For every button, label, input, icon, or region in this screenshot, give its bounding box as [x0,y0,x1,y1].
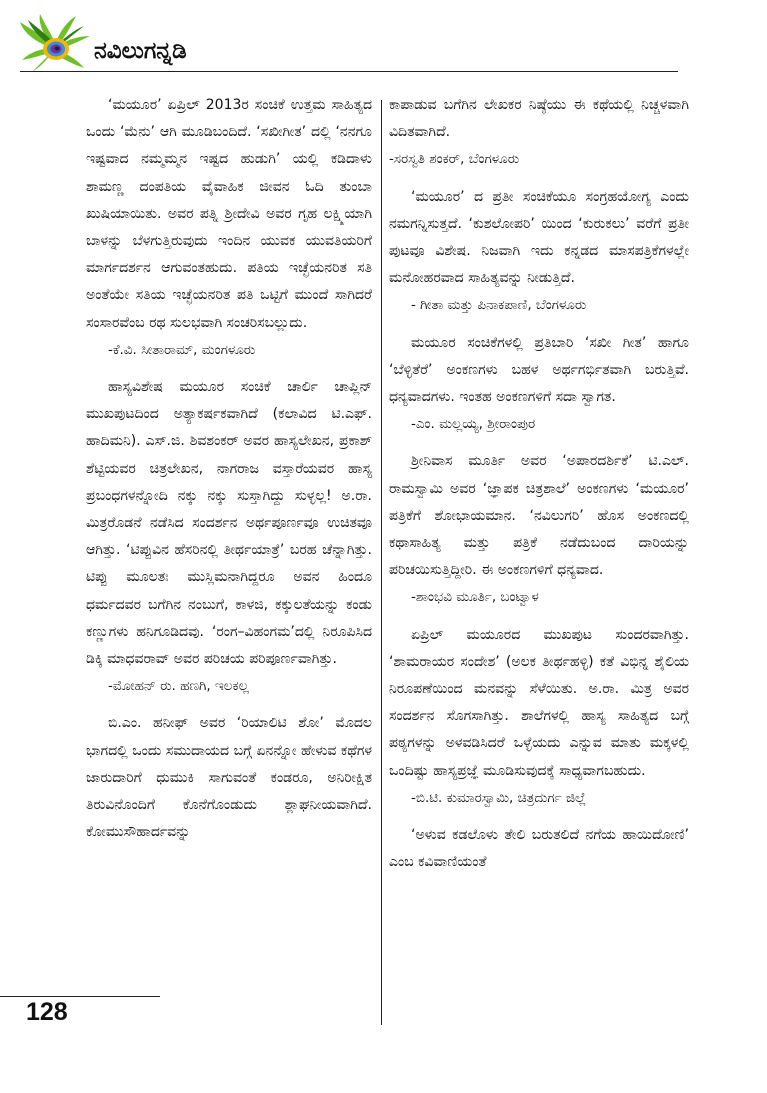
letter [389,330,689,439]
footer-rule [0,996,160,997]
letter-body: ಬಿ.ಎಂ. ಹನೀಫ್ ಅವರ ‘ರಿಯಾಲಿಟಿ ಶೋ’ ಮೊದಲ ಭಾಗದಲ್ಲಿ ಒಂದು ಸಮುದಾಯದ ಬಗ್ಗೆ ಏನನ್ನೋ ಹೇಳುವ ಕಥೆಗಳ ಜಾರುದಾರಿಗೆ ಧುಮುಕಿ ಸಾಗುವಂತೆ ಕಂಡರೂ, ಅನಿರೀಕ್ಷಿತ ತಿರುವಿನೊಂದಿಗೆ ಕೊನೆಗೊಂಡುದು ಶ್ಲಾಘನೀಯವಾಗಿದೆ. ಕೋಮುಸೌಹಾರ್ದವನ್ನು [86,715,372,841]
header-title: ನವಿಲುಗನ್ನಡಿ [94,38,187,64]
letter-body: ಮಯೂರ ಸಂಚಿಕೆಗಳಲ್ಲಿ ಪ್ರತಿಬಾರಿ ‘ಸಖೀ ಗೀತ’ ಹಾಗೂ ‘ಬೆಳ್ಳಿತೆರೆ’ ಅಂಕಣಗಳು ಬಹಳ ಅರ್ಥಗರ್ಭಿತವಾಗಿ ಬರುತ್ತಿವೆ. ಧನ್ಯವಾದಗಳು. ಇಂತಹ ಅಂಕಣಗಳಿಗೆ ಸದಾ ಸ್ವಾಗತ. [389,334,689,406]
left-column [86,92,372,856]
letter-signature: -ಶಾಂಭವಿ ಮೂರ್ತಿ, ಬಂಟ್ವಾಳ [411,589,539,606]
letter [86,92,372,364]
letter [389,184,689,320]
letter-body: ‘ಮಯೂರ’ ಏಪ್ರಿಲ್ 2013ರ ಸಂಚಿಕೆ ಉತ್ತಮ ಸಾಹಿತ್ಯದ ಒಂದು ‘ಮೆನು’ ಆಗಿ ಮೂಡಿಬಂದಿದೆ. ‘ಸಖೀಗೀತ’ ದಲ್ಲಿ ‘ನನಗೂ ಇಷ್ಟವಾದ ನಮ್ಮಮ್ಮನ ಇಷ್ಟದ ಹುಡುಗಿ’ ಯಲ್ಲಿ ಕಡಿದಾಳು ಶಾಮಣ್ಣ ದಂಪತಿಯ ವೈವಾಹಿಕ ಜೀವನ ಓದಿ ತುಂಬಾ ಖುಷಿಯಾಯಿತು. ಅವರ ಪತ್ನಿ ಶ್ರೀದೇವಿ ಅವರ ಗೃಹ ಲಕ್ಷ್ಮಿಯಾಗಿ ಬಾಳನ್ನು ಬೆಳಗುತ್ತಿರುವುದು ಇಂದಿನ ಯುವಕ ಯುವತಿಯರಿಗೆ ಮಾರ್ಗದರ್ಶನ ಆಗುವಂತಹುದು. ಪತಿಯ ಇಚ್ಛೆಯನರಿತ ಸತಿ ಅಂತೆಯೇ ಸತಿಯ ಇಚ್ಛೆಯನರಿತ ಪತಿ ಒಟ್ಟಿಗೆ ಮುಂದೆ ಸಾಗಿದರೆ ಸಂಸಾರವೆಂಬ ರಥ ಸುಲಭವಾಗಿ ಸಂಚರಿಸಬಲ್ಲುದು. [86,97,372,331]
peacock-feather-logo-icon [18,14,90,74]
letter-body: ಹಾಸ್ಯವಿಶೇಷ ಮಯೂರ ಸಂಚಿಕೆ ಚಾರ್ಲಿ ಚಾಪ್ಲಿನ್ ಮುಖಪುಟದಿಂದ ಅತ್ಯಾಕರ್ಷಕವಾಗಿದೆ (ಕಲಾವಿದ ಟಿ.ಎಫ್. ಹಾದಿಮನಿ). ಎಸ್.ಜಿ. ಶಿವಶಂಕರ್ ಅವರ ಹಾಸ್ಯಲೇಖನ, ಪ್ರಕಾಶ್ ಶೆಟ್ಟಿಯವರ ಚಿತ್ರಲೇಖನ, ನಾಗರಾಜ ವಸ್ತಾರೆಯವರ ಹಾಸ್ಯ ಪ್ರಬಂಧಗಳನ್ನೋದಿ ನಕ್ಕು ನಕ್ಕು ಸುಸ್ತಾಗಿದ್ದು ಸುಳ್ಳಲ್ಲ! ಅ.ರಾ. ಮಿತ್ರರೊಡನೆ ನಡೆಸಿದ ಸಂದರ್ಶನ ಅರ್ಥಪೂರ್ಣವೂ ಉಚಿತವೂ ಆಗಿತ್ತು. ‘ಟಿಪ್ಪುವಿನ ಹೆಸರಿನಲ್ಲಿ ತೀರ್ಥಯಾತ್ರೆ’ ಬರಹ ಚೆನ್ನಾಗಿತ್ತು. ಟಿಪ್ಪು ಮೂಲತಃ ಮುಸ್ಲಿಮನಾಗಿದ್ದರೂ ಅವನ ಹಿಂದೂ ಧರ್ಮದವರ ಬಗೆಗಿನ ನಂಬುಗೆ, ಕಾಳಜಿ, ಕಕ್ಕುಲತೆಯನ್ನು ಕಂಡು ಕಣ್ಣುಗಳು ಹನಿಗೂಡಿದವು. ‘ರಂಗ–ವಿಹಂಗಮ’ದಲ್ಲಿ ನಿರೂಪಿಸಿದ ಡಿಕ್ಕಿ ಮಾಧವರಾವ್ ಅವರ ಪರಿಚಯ ಪರಿಪೂರ್ಣವಾಗಿತ್ತು. [86,379,372,668]
letter-body: ಕಾಪಾಡುವ ಬಗೆಗಿನ ಲೇಖಕರ ನಿಷ್ಠೆಯು ಈ ಕಥೆಯಲ್ಲಿ ನಿಚ್ಚಳವಾಗಿ ವಿದಿತವಾಗಿದೆ. [389,97,689,141]
column-divider [381,100,382,1025]
page-header [0,0,767,78]
letter-body: ‘ಅಳುವ ಕಡಲೊಳು ತೇಲಿ ಬರುತಲಿದೆ ನಗೆಯ ಹಾಯಿದೋಣಿ’ ಎಂಬ ಕವಿವಾಣಿಯಂತೆ [389,827,689,871]
letter [389,448,689,611]
letter [86,710,372,846]
right-column [389,92,689,886]
letter-signature: -ಸರಸ್ವತಿ ಶಂಕರ್, ಬೆಂಗಳೂರು [389,151,520,168]
header-rule [20,71,678,72]
letter-body: ಏಪ್ರಿಲ್ ಮಯೂರದ ಮುಖಪುಟ ಸುಂದರವಾಗಿತ್ತು. ‘ಶಾಮರಾಯರ ಸಂದೇಶ’ (ಅಲಕ ತೀರ್ಥಹಳ್ಳಿ) ಕತೆ ವಿಭಿನ್ನ ಶೈಲಿಯ ನಿರೂಪಣೆಯಿಂದ ಮನವನ್ನು ಸೆಳೆಯಿತು. ಅ.ರಾ. ಮಿತ್ರ ಅವರ ಸಂದರ್ಶನ ಸೊಗಸಾಗಿತ್ತು. ಶಾಲೆಗಳಲ್ಲಿ ಹಾಸ್ಯ ಸಾಹಿತ್ಯದ ಬಗ್ಗೆ ಪಠ್ಯಗಳನ್ನು ಅಳವಡಿಸಿದರೆ ಒಳ್ಳೆಯದು ಎನ್ನುವ ಮಾತು ಮಕ್ಕಳಲ್ಲಿ ಒಂದಿಷ್ಟು ಹಾಸ್ಯಪ್ರಜ್ಞೆ ಮೂಡಿಸುವುದಕ್ಕೆ ಸಾಧ್ಯವಾಗಬಹುದು. [389,626,689,779]
letter-body: ‘ಮಯೂರ’ ದ ಪ್ರತೀ ಸಂಚಿಕೆಯೂ ಸಂಗ್ರಹಯೋಗ್ಯ ಎಂದು ನಮಗನ್ನಿಸುತ್ತದೆ. ‘ಕುಶಲೋಪರಿ’ ಯಿಂದ ‘ಕುರುಕಲು’ ವರೆಗೆ ಪ್ರತೀ ಪುಟವೂ ವಿಶೇಷ. ನಿಜವಾಗಿ ಇದು ಕನ್ನಡದ ಮಾಸಪತ್ರಿಕೆಗಳಲ್ಲೇ ಮನೋಹರವಾದ ಸಾಹಿತ್ಯವನ್ನು ನೀಡುತ್ತಿದೆ. [389,188,689,287]
letter [389,822,689,876]
letter [389,92,689,174]
letter [86,374,372,700]
letter-signature: - ಗೀತಾ ಮತ್ತು ಪಿನಾಕಪಾಣಿ, ಬೆಂಗಳೂರು [411,297,587,314]
page-number: 128 [26,998,68,1026]
letter-signature: -ಎಂ. ಮಲ್ಲಯ್ಯ, ಶ್ರೀರಾಂಪುರ [411,416,536,433]
letter-signature: -ಮೋಹನ್ ರು. ಹಣಗಿ, ಇಲಕಲ್ಲ [108,678,249,695]
letter-signature: -ಕೆ.ವಿ. ಸೀತಾರಾಮ್, ಮಂಗಳೂರು [108,341,256,358]
letter [389,622,689,812]
letter-signature: -ಬಿ.ಟಿ. ಕುಮಾರಸ್ವಾಮಿ, ಚಿತ್ರದುರ್ಗ ಜಿಲ್ಲೆ [411,789,586,806]
letter-body: ಶ್ರೀನಿವಾಸ ಮೂರ್ತಿ ಅವರ ‘ಅಪಾರದರ್ಶಿಕೆ’ ಟಿ.ಎಲ್. ರಾಮಸ್ವಾಮಿ ಅವರ ‘ಜ್ಞಾಪಕ ಚಿತ್ರಶಾಲೆ’ ಅಂಕಣಗಳು ‘ಮಯೂರ’ ಪತ್ರಿಕೆಗೆ ಶೋಭಾಯಮಾನ. ‘ನವಿಲುಗರಿ’ ಹೊಸ ಅಂಕಣದಲ್ಲಿ ಕಥಾಸಾಹಿತ್ಯ ಮತ್ತು ಪತ್ರಿಕೆ ನಡೆದುಬಂದ ದಾರಿಯನ್ನು ಪರಿಚಯಿಸುತ್ತಿದ್ದೀರಿ. ಈ ಅಂಕಣಗಳಿಗೆ ಧನ್ಯವಾದ. [389,453,689,579]
